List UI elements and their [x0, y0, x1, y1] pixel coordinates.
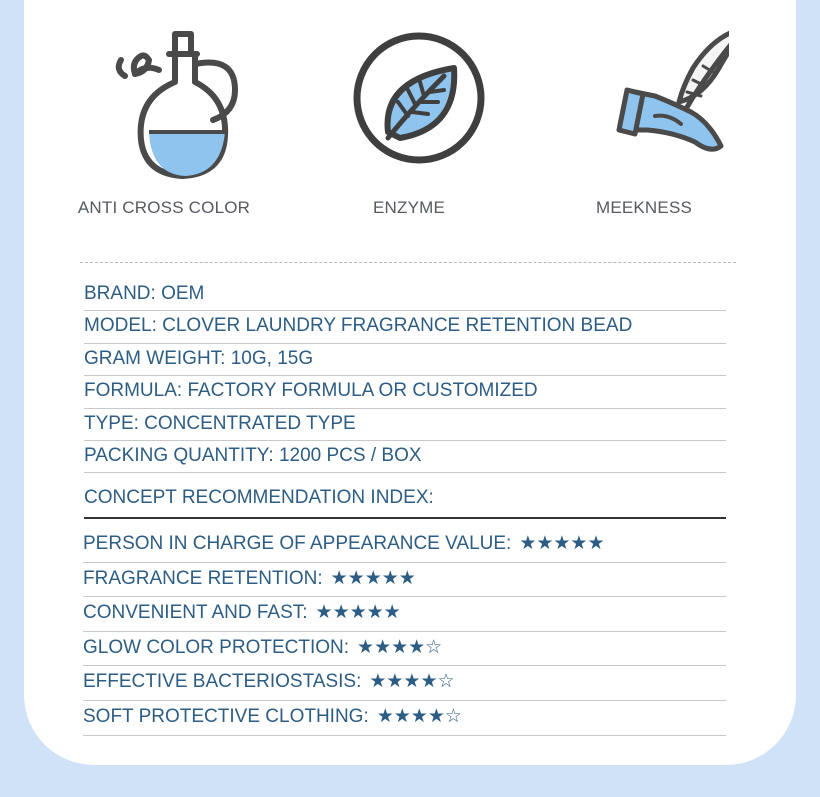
- star-rating: ★★★★★: [330, 567, 416, 589]
- rating-row: [83, 701, 726, 736]
- rating-label: SOFT PROTECTIVE CLOTHING:: [83, 705, 369, 727]
- spec-brand: BRAND: OEM: [84, 279, 726, 311]
- spec-formula: FORMULA: FACTORY FORMULA OR CUSTOMIZED: [84, 376, 726, 408]
- hand-feather-icon: [559, 20, 729, 190]
- star-rating: ★★★★☆: [369, 671, 455, 693]
- star-rating: ★★★★☆: [376, 705, 462, 727]
- oil-bottle-icon: [79, 20, 249, 190]
- feature-anti-cross-color: [44, 20, 284, 217]
- feature-label: ENZYME: [372, 198, 446, 217]
- rating-row: [83, 597, 726, 632]
- spec-type: TYPE: CONCENTRATED TYPE: [84, 409, 726, 441]
- rating-label: EFFECTIVE BACTERIOSTASIS:: [83, 671, 362, 693]
- rating-label: PERSON IN CHARGE OF APPEARANCE VALUE:: [83, 533, 512, 554]
- feature-label: MEEKNESS: [595, 198, 693, 217]
- feature-meekness: [524, 20, 764, 217]
- rating-row: [83, 632, 726, 667]
- concept-title: CONCEPT RECOMMENDATION INDEX:: [84, 484, 726, 519]
- rating-row: [83, 666, 726, 701]
- star-rating: ★★★★★: [519, 533, 605, 554]
- feature-label: ANTI CROSS COLOR: [77, 198, 251, 217]
- star-rating: ★★★★★: [315, 602, 401, 624]
- rating-row: [83, 528, 726, 563]
- spec-gram-weight: GRAM WEIGHT: 10G, 15G: [84, 344, 726, 376]
- leaf-circle-icon: [324, 20, 494, 190]
- spec-model: MODEL: CLOVER LAUNDRY FRAGRANCE RETENTION BEAD: [84, 311, 726, 343]
- feature-enzyme: [289, 20, 529, 217]
- rating-label: CONVENIENT AND FAST:: [83, 602, 308, 624]
- spec-list: [84, 279, 726, 473]
- rating-list: [83, 528, 726, 736]
- spec-packing-quantity: PACKING QUANTITY: 1200 PCS / BOX: [84, 441, 726, 473]
- rating-row: [83, 563, 726, 598]
- rating-label: GLOW COLOR PROTECTION:: [83, 636, 350, 658]
- rating-label: FRAGRANCE RETENTION:: [83, 567, 323, 589]
- star-rating: ★★★★☆: [357, 636, 443, 658]
- dashed-divider: [80, 262, 736, 263]
